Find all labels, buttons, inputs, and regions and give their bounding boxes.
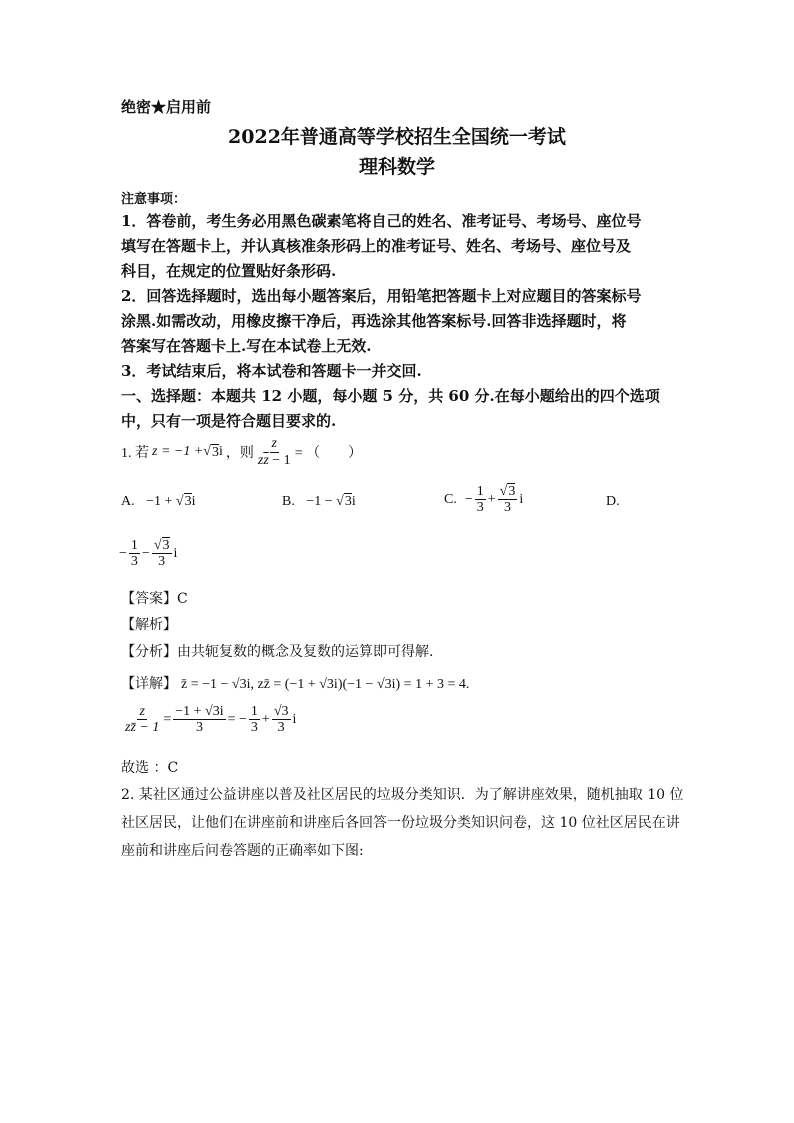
- step-eq-2: = −: [227, 711, 247, 727]
- note-1-line-2: 填写在答题卡上，并认真核准条形码上的准考证号、姓名、考场号、座位号及: [121, 237, 632, 255]
- exam-title: 2022年普通高等学校招生全国统一考试: [228, 126, 566, 148]
- q1-condition-i: i: [218, 444, 223, 459]
- option-b-sqrt: √: [336, 494, 344, 509]
- q1-derivation: [121, 704, 296, 736]
- option-d-minus: −: [119, 545, 127, 561]
- detail-tag: 【详解】: [121, 676, 177, 692]
- option-c-i: i: [519, 491, 524, 507]
- note-1-line-1: 1．答卷前，考生务必用黑色碳素笔将自己的姓名、准考证号、考场号、座位号: [121, 212, 642, 230]
- secret-label: 绝密★启用前: [121, 98, 212, 116]
- fenxi-text: 由共轭复数的概念及复数的运算即可得解.: [177, 644, 434, 660]
- option-d-frac-1: [129, 538, 140, 570]
- option-c-frac-2: [498, 484, 518, 516]
- section-1-line-1: 一、选择题：本题共 12 小题，每小题 5 分，共 60 分.在每小题给出的四个选项: [121, 387, 660, 405]
- option-c-n2: √3: [499, 484, 516, 499]
- q2-line-3: 座前和讲座后问卷答题的正确率如下图:: [121, 843, 364, 859]
- step-den: zz̄ − 1: [125, 720, 160, 736]
- option-b-i: i: [351, 494, 356, 509]
- step-frac-2: [173, 704, 225, 736]
- q1-detail: [121, 673, 469, 693]
- option-d-frac-2: [152, 538, 172, 570]
- subject-title: 理科数学: [358, 156, 435, 178]
- option-d-root: 3: [162, 538, 170, 553]
- q1-fraction: [256, 436, 293, 468]
- step-d3: 3: [250, 720, 258, 736]
- option-b: [282, 494, 356, 510]
- q1-condition: z = −1 +: [152, 444, 204, 459]
- q1-choose: 故选 ：C: [121, 760, 179, 776]
- option-d-n2: √3: [153, 538, 170, 553]
- step-eq-1: =: [163, 711, 172, 727]
- q2-line-2: 社区居民，让他们在讲座前和讲座后各回答一份垃圾分类知识问卷，这 10 位社区居民在讲: [121, 815, 680, 831]
- q1-then: ，则: [225, 446, 254, 461]
- option-c-d2: 3: [504, 500, 511, 516]
- q1-stem: [121, 432, 362, 472]
- q1-den-zbar: $\overline{z}$: [263, 452, 269, 468]
- notes-heading: 注意事项：: [121, 192, 187, 207]
- step-d2: 3: [195, 720, 203, 736]
- q1-prefix: 1. 若: [121, 446, 149, 461]
- q1-den-minus-one: − 1: [268, 452, 291, 468]
- option-d-i: i: [173, 545, 178, 561]
- option-c-frac-1: [475, 484, 486, 516]
- step-plus: +: [261, 711, 270, 727]
- q1-analysis-tag: 【解析】: [121, 617, 177, 633]
- q1-frac-den: [256, 453, 293, 468]
- step-i: i: [292, 711, 297, 727]
- detail-eq: z̄ = −1 − √3i, zz̄ = (−1 + √3i)(−1 − √3i) = 1 + 3 = 4.: [181, 677, 470, 692]
- q1-answer: 【答案】C: [121, 591, 188, 607]
- option-c: [444, 484, 523, 516]
- option-d-label: D.: [606, 494, 620, 509]
- step-n2: −1 + √3i: [175, 704, 224, 719]
- section-1-line-2: 中，只有一项是符合题目要求的.: [121, 412, 337, 430]
- option-c-plus: +: [487, 491, 496, 507]
- q1-fenxi: [121, 641, 433, 661]
- q1-sqrt-symbol: √: [203, 444, 211, 459]
- option-d-d2: 3: [158, 554, 166, 570]
- note-1-line-3: 科目，在规定的位置贴好条形码.: [121, 262, 337, 280]
- step-n4: √3: [273, 704, 289, 719]
- option-a: [121, 494, 196, 510]
- step-frac-1: [123, 704, 161, 736]
- option-d: [119, 538, 177, 570]
- option-a-sqrt: √: [175, 494, 184, 509]
- note-3: 3．考试结束后，将本试卷和答题卡一并交回.: [121, 362, 422, 380]
- option-a-root: 3: [184, 494, 192, 509]
- option-c-n1: 1: [476, 484, 484, 499]
- step-n3: 1: [250, 704, 258, 719]
- q1-condition-root: 3: [211, 444, 219, 460]
- option-c-label: C.: [444, 491, 457, 507]
- step-num: z: [139, 704, 145, 719]
- step-frac-4: [272, 704, 291, 736]
- note-2-line-2: 涂黑.如需改动，用橡皮擦干净后，再选涂其他答案标号.回答非选择题时，将: [121, 312, 627, 330]
- option-b-value: −1 −: [306, 494, 337, 509]
- option-a-label: A.: [121, 494, 135, 509]
- option-c-d1: 3: [476, 500, 484, 516]
- fenxi-tag: 【分析】: [121, 644, 177, 660]
- option-a-i: i: [191, 494, 196, 509]
- option-d-n1: 1: [130, 538, 138, 553]
- q1-frac-num: z: [271, 436, 277, 452]
- step-frac-3: [249, 704, 260, 736]
- q2-line-1: 2. 某社区通过公益讲座以普及社区居民的垃圾分类知识．为了解讲座效果，随机抽取 10 位: [121, 787, 684, 803]
- option-c-root: 3: [508, 484, 516, 499]
- option-a-value: −1 +: [146, 494, 176, 509]
- q1-den-z: z: [257, 452, 264, 468]
- option-b-root: 3: [344, 494, 352, 509]
- option-d-d1: 3: [130, 554, 138, 570]
- option-d-op: −: [141, 545, 150, 561]
- note-2-line-1: 2．回答选择题时，选出每小题答案后，用铅笔把答题卡上对应题目的答案标号: [121, 287, 642, 305]
- q1-paren: = （ ）: [294, 446, 363, 461]
- note-2-line-3: 答案写在答题卡上.写在本试卷上无效.: [121, 337, 372, 355]
- option-b-label: B.: [282, 494, 295, 509]
- option-c-minus: −: [464, 491, 473, 507]
- step-d4: 3: [277, 720, 285, 736]
